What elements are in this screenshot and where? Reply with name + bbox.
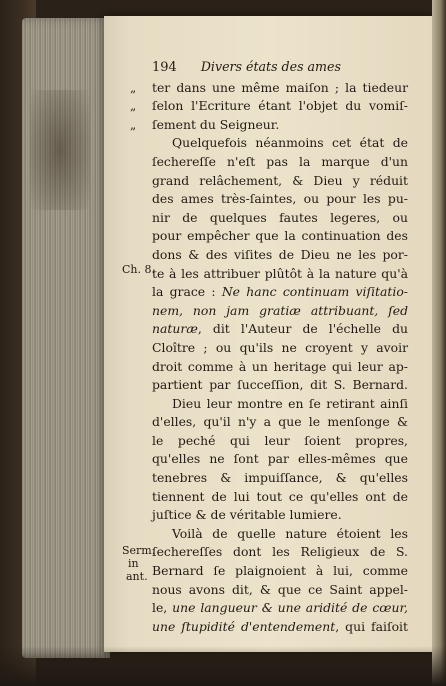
text-run: , dit l'Auteur de l'échelle du bbox=[197, 321, 408, 337]
text-line: partient par ſucceſſion, dit S. Bernard. bbox=[152, 377, 408, 393]
quote-mark: „ bbox=[130, 80, 137, 95]
text-line: juſtice & de véritable lumiere. bbox=[152, 507, 342, 523]
italic-phrase: une ſtupidité d'entendement bbox=[152, 618, 336, 634]
latin-quote: nem, non jam gratiæ attribuant, ſed bbox=[152, 302, 408, 318]
text-line: Bernard ſe plaignoient à lui, comme bbox=[152, 563, 408, 579]
facing-page-edge bbox=[432, 0, 446, 686]
text-line bbox=[152, 599, 408, 618]
margin-note-ant: ant. bbox=[126, 570, 148, 583]
text-line-content: ter dans une même maiſon ; la tiedeur bbox=[152, 79, 408, 95]
text-line: te à les attribuer plûtôt à la nature qu'à bbox=[152, 265, 408, 281]
text-line bbox=[152, 283, 408, 302]
text-line: qu'elles ne ſont par elles-mêmes que bbox=[152, 451, 408, 467]
running-head: Divers états des ames bbox=[200, 59, 341, 74]
bottom-shadow bbox=[0, 646, 446, 686]
page-header bbox=[152, 58, 408, 78]
margin-note-in: in bbox=[128, 557, 139, 570]
text-line: Voilà de quelle nature étoient les bbox=[172, 525, 408, 541]
text-line: tenebres & impuiſſance, & qu'elles bbox=[152, 470, 408, 486]
text-line-content: ſelon l'Ecriture étant l'objet du vomiſ- bbox=[152, 98, 408, 114]
quote-mark: „ bbox=[130, 117, 137, 132]
text-run: la grace : bbox=[152, 284, 222, 300]
margin-note-sermon: Serm. bbox=[122, 544, 156, 557]
text-line: Cloître ; ou qu'ils ne croyent y avoir bbox=[152, 339, 408, 355]
text-line: tiennent de lui tout ce qu'elles ont de bbox=[152, 488, 408, 504]
text-line: nir de quelques fautes legeres, ou bbox=[152, 209, 408, 225]
text-line: des ames très-ſaintes, ou pour les pu- bbox=[152, 191, 408, 207]
text-line: Dieu leur montre en ſe retirant ainſi bbox=[172, 395, 408, 411]
page-number: 194 bbox=[152, 60, 177, 75]
text-line bbox=[130, 116, 408, 135]
text-line: Quelquefois néanmoins cet état de bbox=[172, 135, 408, 151]
text-line: le peché qui leur ſoient propres, bbox=[152, 432, 408, 448]
latin-quote: Ne hanc continuam viſitatio- bbox=[221, 284, 408, 300]
italic-phrase: une langueur & une aridité de cœur, bbox=[172, 600, 408, 616]
text-line: pour empêcher que la continuation des bbox=[152, 228, 408, 244]
text-line bbox=[152, 618, 408, 637]
margin-note-chapter: Ch. 8. bbox=[122, 263, 155, 276]
text-line: droit comme à un heritage qui leur ap- bbox=[152, 358, 408, 374]
latin-quote: naturæ bbox=[152, 321, 198, 337]
text-line: ſechereſſes dont les Religieux de S. bbox=[152, 544, 408, 560]
text-run: le, bbox=[152, 600, 173, 616]
text-line bbox=[130, 97, 408, 116]
text-line bbox=[152, 320, 408, 339]
text-run: , qui faiſoit bbox=[335, 618, 408, 634]
text-line: nous avons dit, & que ce Saint appel- bbox=[152, 581, 408, 597]
text-line: d'elles, qu'il n'y a que le menſonge & bbox=[152, 414, 408, 430]
text-line bbox=[130, 79, 408, 98]
page-edge-stain bbox=[30, 90, 90, 210]
text-line: ſechereſſe n'eſt pas la marque d'un bbox=[152, 153, 408, 169]
quote-mark: „ bbox=[130, 99, 137, 114]
text-line: dons & des viſites de Dieu ne les por- bbox=[152, 246, 408, 262]
text-line-content: ſement du Seigneur. bbox=[152, 116, 280, 132]
text-line: grand relâchement, & Dieu y réduit bbox=[152, 172, 408, 188]
